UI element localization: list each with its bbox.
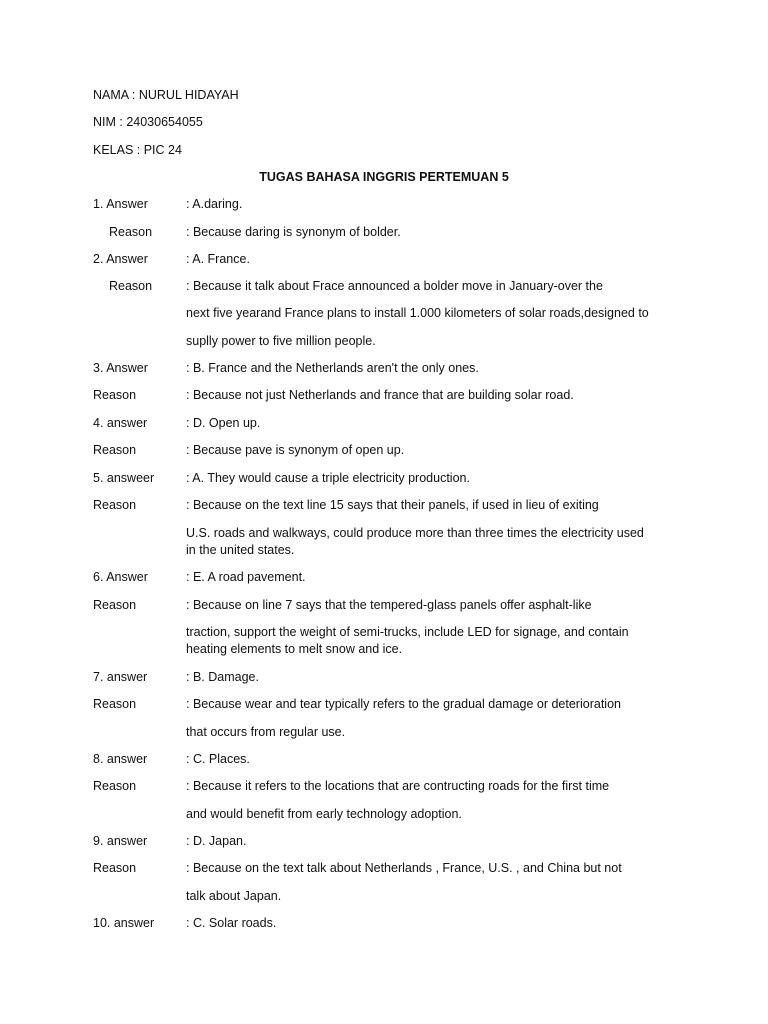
reason-text-5: : Because on the text line 15 says that their panels, if used in lieu of exiting	[186, 498, 599, 512]
answer-label-2: 2. Answer	[93, 252, 148, 266]
reason-text-5-cont: U.S. roads and walkways, could produce more than three times the electricity used	[186, 526, 644, 540]
answer-label-4: 4. answer	[93, 416, 148, 430]
reason-text-4: : Because pave is synonym of open up.	[186, 443, 405, 457]
reason-label-4: Reason	[93, 443, 137, 457]
answer-label-8: 8. answer	[93, 752, 148, 766]
student-class: KELAS : PIC 24	[93, 143, 182, 157]
student-name: NAMA : NURUL HIDAYAH	[93, 88, 239, 102]
reason-text-1: : Because daring is synonym of bolder.	[186, 225, 401, 239]
reason-text-9-cont: talk about Japan.	[186, 889, 282, 903]
reason-label-1: Reason	[109, 225, 153, 239]
answer-text-2: : A. France.	[186, 252, 250, 266]
answer-text-5: : A. They would cause a triple electricity production.	[186, 471, 470, 485]
answer-text-8: : C. Places.	[186, 752, 250, 766]
answer-label-3: 3. Answer	[93, 361, 148, 375]
answer-text-10: : C. Solar roads.	[186, 916, 277, 930]
reason-text-7-cont: that occurs from regular use.	[186, 725, 346, 739]
reason-label-7: Reason	[93, 697, 137, 711]
answer-label-7: 7. answer	[93, 670, 148, 684]
answer-text-1: : A.daring.	[186, 197, 243, 211]
answer-text-9: : D. Japan.	[186, 834, 247, 848]
answer-text-3: : B. France and the Netherlands aren't the only ones.	[186, 361, 479, 375]
reason-label-3: Reason	[93, 388, 137, 402]
answer-text-6: : E. A road pavement.	[186, 570, 306, 584]
answer-label-9: 9. answer	[93, 834, 148, 848]
reason-text-2-cont: next five yearand France plans to install 1.000 kilometers of solar roads,designed to	[186, 306, 649, 320]
reason-text-2: : Because it talk about Frace announced a bolder move in January-over the	[186, 279, 603, 293]
reason-text-6: : Because on line 7 says that the tempered-glass panels offer asphalt-like	[186, 598, 592, 612]
reason-label-6: Reason	[93, 598, 137, 612]
answer-label-10: 10. answer	[93, 916, 155, 930]
answer-label-1: 1. Answer	[93, 197, 148, 211]
reason-text-2-cont: suplly power to five million people.	[186, 334, 376, 348]
reason-text-9: : Because on the text talk about Netherlands , France, U.S. , and China but not	[186, 861, 622, 875]
reason-text-3: : Because not just Netherlands and france that are building solar road.	[186, 388, 574, 402]
reason-label-9: Reason	[93, 861, 137, 875]
reason-text-6-cont: heating elements to melt snow and ice.	[186, 642, 403, 656]
answer-label-6: 6. Answer	[93, 570, 148, 584]
answer-text-4: : D. Open up.	[186, 416, 261, 430]
reason-label-2: Reason	[109, 279, 153, 293]
reason-text-6-cont: traction, support the weight of semi-trucks, include LED for signage, and contain	[186, 625, 629, 639]
reason-text-8-cont: and would benefit from early technology adoption.	[186, 807, 462, 821]
reason-text-5-cont: in the united states.	[186, 543, 295, 557]
reason-label-5: Reason	[93, 498, 137, 512]
document-title: TUGAS BAHASA INGGRIS PERTEMUAN 5	[259, 170, 509, 184]
reason-text-7: : Because wear and tear typically refers to the gradual damage or deterioration	[186, 697, 621, 711]
answer-label-5: 5. answeer	[93, 471, 155, 485]
answer-text-7: : B. Damage.	[186, 670, 259, 684]
reason-text-8: : Because it refers to the locations that are contructing roads for the first time	[186, 779, 610, 793]
student-nim: NIM : 24030654055	[93, 115, 203, 129]
reason-label-8: Reason	[93, 779, 137, 793]
